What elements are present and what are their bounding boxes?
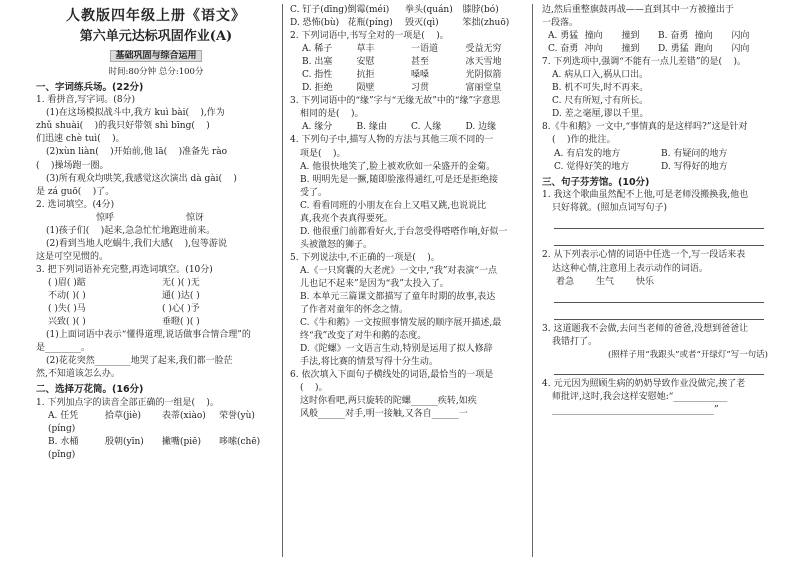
option: A. 缘分 <box>302 122 333 133</box>
question-line: 风般______对手,明一接触,又各自______一 <box>300 409 468 420</box>
column-1 <box>36 4 276 462</box>
time-score: 时间:80分钟 总分:100分 <box>108 67 204 78</box>
question-line: 我错打了。 <box>552 336 598 347</box>
option: C. 人缘 <box>411 122 442 133</box>
question: 5. 下列说法中,不正确的一项是( )。 <box>290 252 440 263</box>
option: 习贯 <box>411 83 430 94</box>
question-line: 受了。 <box>300 187 328 198</box>
question-line: 只好将就。(照加点词写句子) <box>552 203 668 214</box>
question-line: 真,我亮个表真得要死。 <box>300 213 393 224</box>
option: B. 出塞 <box>302 57 333 68</box>
question-line: (2)xùn liàn( )开始前,他 lā( )准备先 rào <box>46 147 228 158</box>
option: 嗓嗓 <box>411 70 430 81</box>
option: D. 勇猛 <box>658 44 689 55</box>
option: B. 有疑问的地方 <box>661 148 728 159</box>
option: 撞到 <box>621 31 640 42</box>
option: 甚至 <box>411 57 430 68</box>
question-line: C.《牛和鹅》一文按照事情发展的顺序展开描述,最 <box>300 318 502 329</box>
option: 撇嘴(piē) <box>162 437 201 448</box>
fill-item: 不动( )( ) <box>48 290 86 301</box>
option: D. 恐怖(bù) <box>290 18 340 29</box>
question-line: 这时你看吧,两只旋转的陀螺______疾转,如疾 <box>300 396 477 407</box>
question-line: A. 病从口入,祸从口出。 <box>552 70 649 81</box>
question-line: 一段落。 <box>542 18 579 29</box>
option: C. 钉子(dīng) <box>290 5 348 15</box>
question-line: A.《一只窝囊的大老虎》一文中,“我”对表演“一点 <box>300 265 498 276</box>
option: 撞向 <box>584 31 603 42</box>
option: 毁灭(qì) <box>405 18 439 29</box>
option: C. 指性 <box>302 70 333 81</box>
option: 表蒂(xiào) <box>162 411 206 422</box>
question-line: 是________。 <box>36 343 91 354</box>
question-line: 这是可空见惯的。 <box>36 251 109 262</box>
question-line: B. 明明先是一撅,随即脸涨得通红,可是还是拒绝接 <box>300 174 499 185</box>
option: 闪向 <box>731 31 750 42</box>
option: 陨壁 <box>356 83 375 94</box>
question-line: zhǔ shuài( )的我只好带领 shì bīng( ) <box>36 121 210 132</box>
question-line: 了作者对童年的怀念之情。 <box>300 305 409 316</box>
option: C. 觉得好笑的地方 <box>554 161 630 172</box>
column-divider <box>282 4 283 557</box>
answer-line[interactable] <box>554 361 764 375</box>
question-line: 边,然后重整旗鼓再战——直到其中一方被撞出于 <box>542 5 734 15</box>
question-line: 终“我”改变了对牛和鹅的态度。 <box>300 331 427 342</box>
section-heading: 三、句子芬芳馆。(10分) <box>542 176 650 188</box>
question-line: 达这种心情,注意用上表示动作的词语。 <box>552 263 708 274</box>
section-heading: 一、字词练兵场。(22分) <box>36 81 144 93</box>
question: 1. 下列加点字的读音全部正确的一组是( )。 <box>36 398 219 409</box>
option: 殷朝(yīn) <box>105 437 144 448</box>
answer-line[interactable] <box>554 306 764 320</box>
option: 倒霉(méi) <box>347 5 390 15</box>
question-line: ( )操场跑一圈。 <box>36 160 109 171</box>
question-line: ____________________________________” <box>552 405 719 416</box>
option: 撞到 <box>621 44 640 55</box>
fill-item: ( )失( )马 <box>48 304 86 315</box>
question-block <box>542 56 768 147</box>
word-option: 惊呼 <box>96 212 115 223</box>
word-option: 惊讶 <box>186 212 205 223</box>
question: 1. 我这个歌曲虽然配不上他,可是老师没搬换我,他也 <box>542 190 749 201</box>
question-line: 手法,将比赛的情景写得十分生动。 <box>300 357 438 368</box>
option: 荣誉(yù) <box>219 411 255 422</box>
question-line: D.《陀螺》一文语言生动,特别是运用了拟人修辞 <box>300 344 493 355</box>
question-line: B. 机不可失,时不再来。 <box>552 83 649 94</box>
question-line: 师批评,这时,我会这样安慰她:“____________ <box>552 392 728 403</box>
question-line: C. 尺有所短,寸有所长。 <box>552 96 649 107</box>
option: D. 写得好的地方 <box>661 161 728 172</box>
question-line: (2)花花突然________地哭了起来,我们都一脸茫 <box>46 356 233 367</box>
question: 6. 依次填入下面句子横线处的词语,最恰当的一项是 <box>290 370 494 381</box>
option: 一语道 <box>411 44 439 55</box>
question-line: A. 他很快地笑了,脸上被欢欣如一朵盛开的金菊。 <box>300 161 496 172</box>
option: A. 勇猛 <box>548 31 579 42</box>
question-line: ( )作的批注。 <box>552 135 616 146</box>
question: 2. 选词填空。(4分) <box>36 199 115 210</box>
option: 撞向 <box>694 31 713 42</box>
option: 闪向 <box>731 44 750 55</box>
question-line: 是 zá guō( )了。 <box>36 186 115 197</box>
question: 3. 这道题我不会做,去问当老师的爸爸,没想到爸爸让 <box>542 323 749 334</box>
fill-item: 垂瞪( )( ) <box>162 317 200 328</box>
option: 抗拒 <box>356 70 375 81</box>
section-heading: 二、选择万花筒。(16分) <box>36 384 144 396</box>
section-badge: 基础巩固与综合运用 <box>110 50 201 62</box>
answer-line[interactable] <box>554 232 764 246</box>
column-2 <box>290 4 520 422</box>
question: 4. 元元因为照顾生病的奶奶导致作业没做完,挨了老 <box>542 379 746 390</box>
option: B. 奋勇 <box>658 31 689 42</box>
question-line: B. 本单元三篇课文都描写了童年时期的故事,表达 <box>300 292 496 303</box>
page-title: 人教版四年级上册《语文》 <box>66 8 246 24</box>
question-line: (1)孩子们( )起来,急急忙忙地跑进前来。 <box>46 225 216 236</box>
option: 受益无穷 <box>465 44 502 55</box>
column-divider <box>532 4 533 557</box>
question-line: 头被激怒的狮子。 <box>300 239 373 250</box>
fill-item: 无( )( )无 <box>162 277 200 288</box>
question: 4. 下列句子中,描写人物的方法与其他三项不同的一 <box>290 135 494 146</box>
answer-line[interactable] <box>554 289 764 303</box>
question-line: 相同的是( )。 <box>300 109 364 120</box>
fill-item: ( )眉( )踮 <box>48 277 86 288</box>
option: 冲向 <box>584 44 603 55</box>
question-note: (照样子用“我跟头”或者“开绿灯”写一句话) <box>607 349 768 360</box>
fill-item: ( )心( )予 <box>162 304 200 315</box>
option: B. 缘由 <box>356 122 387 133</box>
option: 膝脖(bó) <box>462 5 499 15</box>
question: 2. 从下列表示心情的词语中任选一个,写一段话来表 <box>542 250 746 261</box>
option: 冰天雪地 <box>465 57 502 68</box>
option: A. 稀子 <box>302 44 333 55</box>
question: 1. 看拼音,写字词。(8分) <box>36 95 136 106</box>
question-block <box>290 134 520 421</box>
option: C. 奋勇 <box>548 44 579 55</box>
option: 光阴似箭 <box>465 70 502 81</box>
option: D. 拒绝 <box>302 83 333 94</box>
column-3 <box>542 4 768 417</box>
option: B. 水桶(pǐng) <box>48 437 79 461</box>
word-option: 生气 <box>596 276 615 287</box>
question: 3. 下列词语中的“缘”字与“无缘无故”中的“缘”字意思 <box>290 96 501 107</box>
option: 拾草(jiè) <box>105 411 142 422</box>
option: A. 任凭(píng) <box>48 411 79 435</box>
page-subtitle: 第六单元达标巩固作业(A) <box>79 29 233 45</box>
word-option: 着急 <box>556 276 575 287</box>
question: 8.《牛和鹅》一文中,“事情真的是这样吗?”这是针对 <box>542 122 748 133</box>
answer-line[interactable] <box>554 215 764 229</box>
option: A. 有启发的地方 <box>554 148 621 159</box>
option: 富丽堂皇 <box>465 83 502 94</box>
question: 3. 把下列词语补充完整,再选词填空。(10分) <box>36 264 213 275</box>
question-line: D. 差之毫厘,谬以千里。 <box>552 109 649 120</box>
question-line: D. 他很重门前都看好火,于台忽受得嗒嗒作响,好似一 <box>300 226 508 237</box>
question-line: 们迅速 chè tuì( )。 <box>36 134 125 145</box>
question: 7. 下列选项中,强调“不能有一点儿差错”的是( )。 <box>542 57 746 68</box>
question-line: (2)看到当地人吃蜗牛,我们大感( ),包等游说 <box>46 238 227 249</box>
question-line: (1)在这场模拟战斗中,我方 kuì bài( ),作为 <box>46 108 225 119</box>
question: 2. 下列词语中,书写全对的一项是( )。 <box>290 31 449 42</box>
question-line: ( )。 <box>300 383 328 394</box>
option: 花瓶(píng) <box>347 18 393 29</box>
question-line: 然,不知道该怎么办。 <box>36 369 120 380</box>
option: D. 边缘 <box>465 122 497 133</box>
fill-item: 兴致( )( ) <box>48 317 86 328</box>
question-line: C. 看看同班的小朋友在台上又唱又跳,也说说比 <box>300 200 487 211</box>
word-option: 快乐 <box>636 276 655 287</box>
option: 安慰 <box>356 57 375 68</box>
fill-item: 通( )达( ) <box>162 290 200 301</box>
option: 笨拙(zhuō) <box>462 18 510 29</box>
question-line: 项是( )。 <box>300 148 346 159</box>
question-line: (3)所有观众均哄笑,我感觉这次演出 dà gài( ) <box>46 173 237 184</box>
question-line: (1)上面词语中表示“懂得道理,说话做事合情合理”的 <box>46 330 251 341</box>
option: 哆嗦(chē) <box>219 437 261 448</box>
option: 拳头(quán) <box>405 5 453 15</box>
question-line: 儿也记不起来”是因为“我”太投入了。 <box>300 278 449 289</box>
option: 跑向 <box>694 44 713 55</box>
option: 草丰 <box>356 44 375 55</box>
